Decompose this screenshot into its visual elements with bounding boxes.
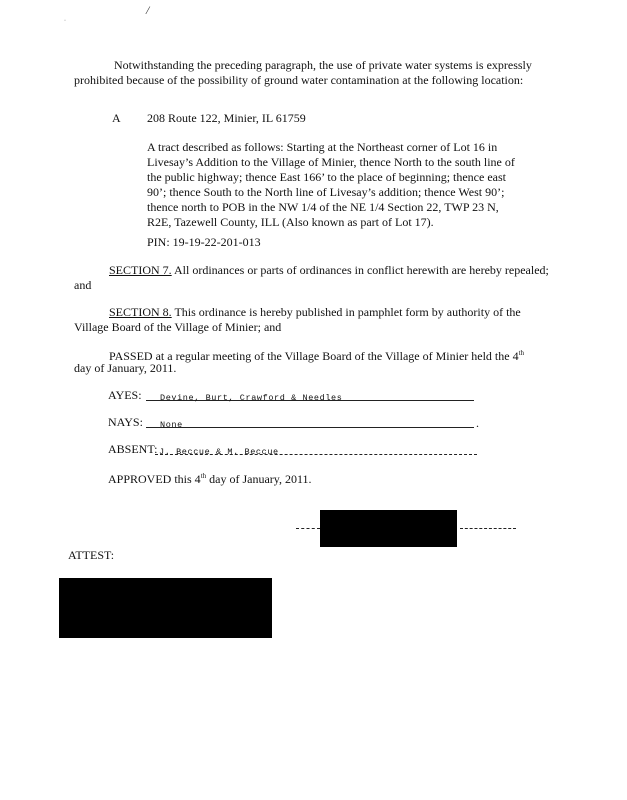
nays-period: .: [476, 416, 479, 430]
description-line: 90’; thence South to the North line of Livesay’s addition; thence West 90’;: [147, 185, 505, 199]
passed-text: PASSED at a regular meeting of the Village Board of the Village of Minier held the 4: [109, 349, 519, 363]
section-8-label: SECTION 8.: [109, 305, 172, 319]
description-line: thence north to POB in the NW 1/4 of the NE 1/4 Section 22, TWP 23 N,: [147, 200, 499, 214]
description-line: Livesay’s Addition to the Village of Minier, thence North to the south line of: [147, 155, 515, 169]
signature-line-left: [296, 528, 320, 529]
signature-line-right: [460, 528, 516, 529]
description-line: the public highway; thence East 166’ to the place of beginning; thence east: [147, 170, 506, 184]
approved-line: [108, 468, 312, 487]
section-7-text: All ordinances or parts of ordinances in conflict herewith are hereby repealed;: [174, 263, 549, 277]
section-8-continuation: Village Board of the Village of Minier; and: [74, 320, 282, 334]
ayes-label: AYES:: [108, 388, 142, 402]
ayes-value: Devine, Burt, Crawford & Needles: [160, 393, 343, 403]
attest-label: ATTEST:: [68, 548, 115, 562]
location-address: 208 Route 122, Minier, IL 61759: [147, 111, 306, 125]
nays-line: [146, 427, 474, 428]
approved-suffix: day of January, 2011.: [206, 472, 312, 486]
description-line: R2E, Tazewell County, ILL (Also known as part of Lot 17).: [147, 215, 434, 229]
redacted-signature: [320, 510, 457, 547]
section-8-text: This ordinance is hereby published in pamphlet form by authority of the: [174, 305, 521, 319]
pin-number: PIN: 19-19-22-201-013: [147, 235, 261, 249]
stray-pen-mark: /: [146, 3, 150, 17]
nays-label: NAYS:: [108, 415, 143, 429]
intro-line-1: Notwithstanding the preceding paragraph, the use of private water systems is expressly: [114, 58, 532, 72]
redacted-attest-signature: [59, 578, 272, 638]
absent-value: J. Beccue & M. Beccue: [159, 447, 279, 457]
stray-dot: ·: [64, 18, 66, 24]
approved-prefix: APPROVED this 4: [108, 472, 201, 486]
section-8: [109, 304, 521, 320]
section-7-label: SECTION 7.: [109, 263, 172, 277]
approved-sup: th: [200, 472, 207, 480]
intro-line-2: prohibited because of the possibility of ground water contamination at the following location:: [74, 73, 524, 87]
location-letter: A: [112, 111, 121, 125]
passed-line-2: day of January, 2011.: [74, 361, 177, 375]
absent-label: ABSENT:: [108, 442, 158, 456]
passed-sup: th: [518, 349, 525, 357]
nays-value: None: [160, 420, 183, 430]
description-line: A tract described as follows: Starting at the Northeast corner of Lot 16 in: [147, 140, 498, 154]
section-7: [109, 262, 549, 278]
section-7-continuation: and: [74, 278, 92, 292]
